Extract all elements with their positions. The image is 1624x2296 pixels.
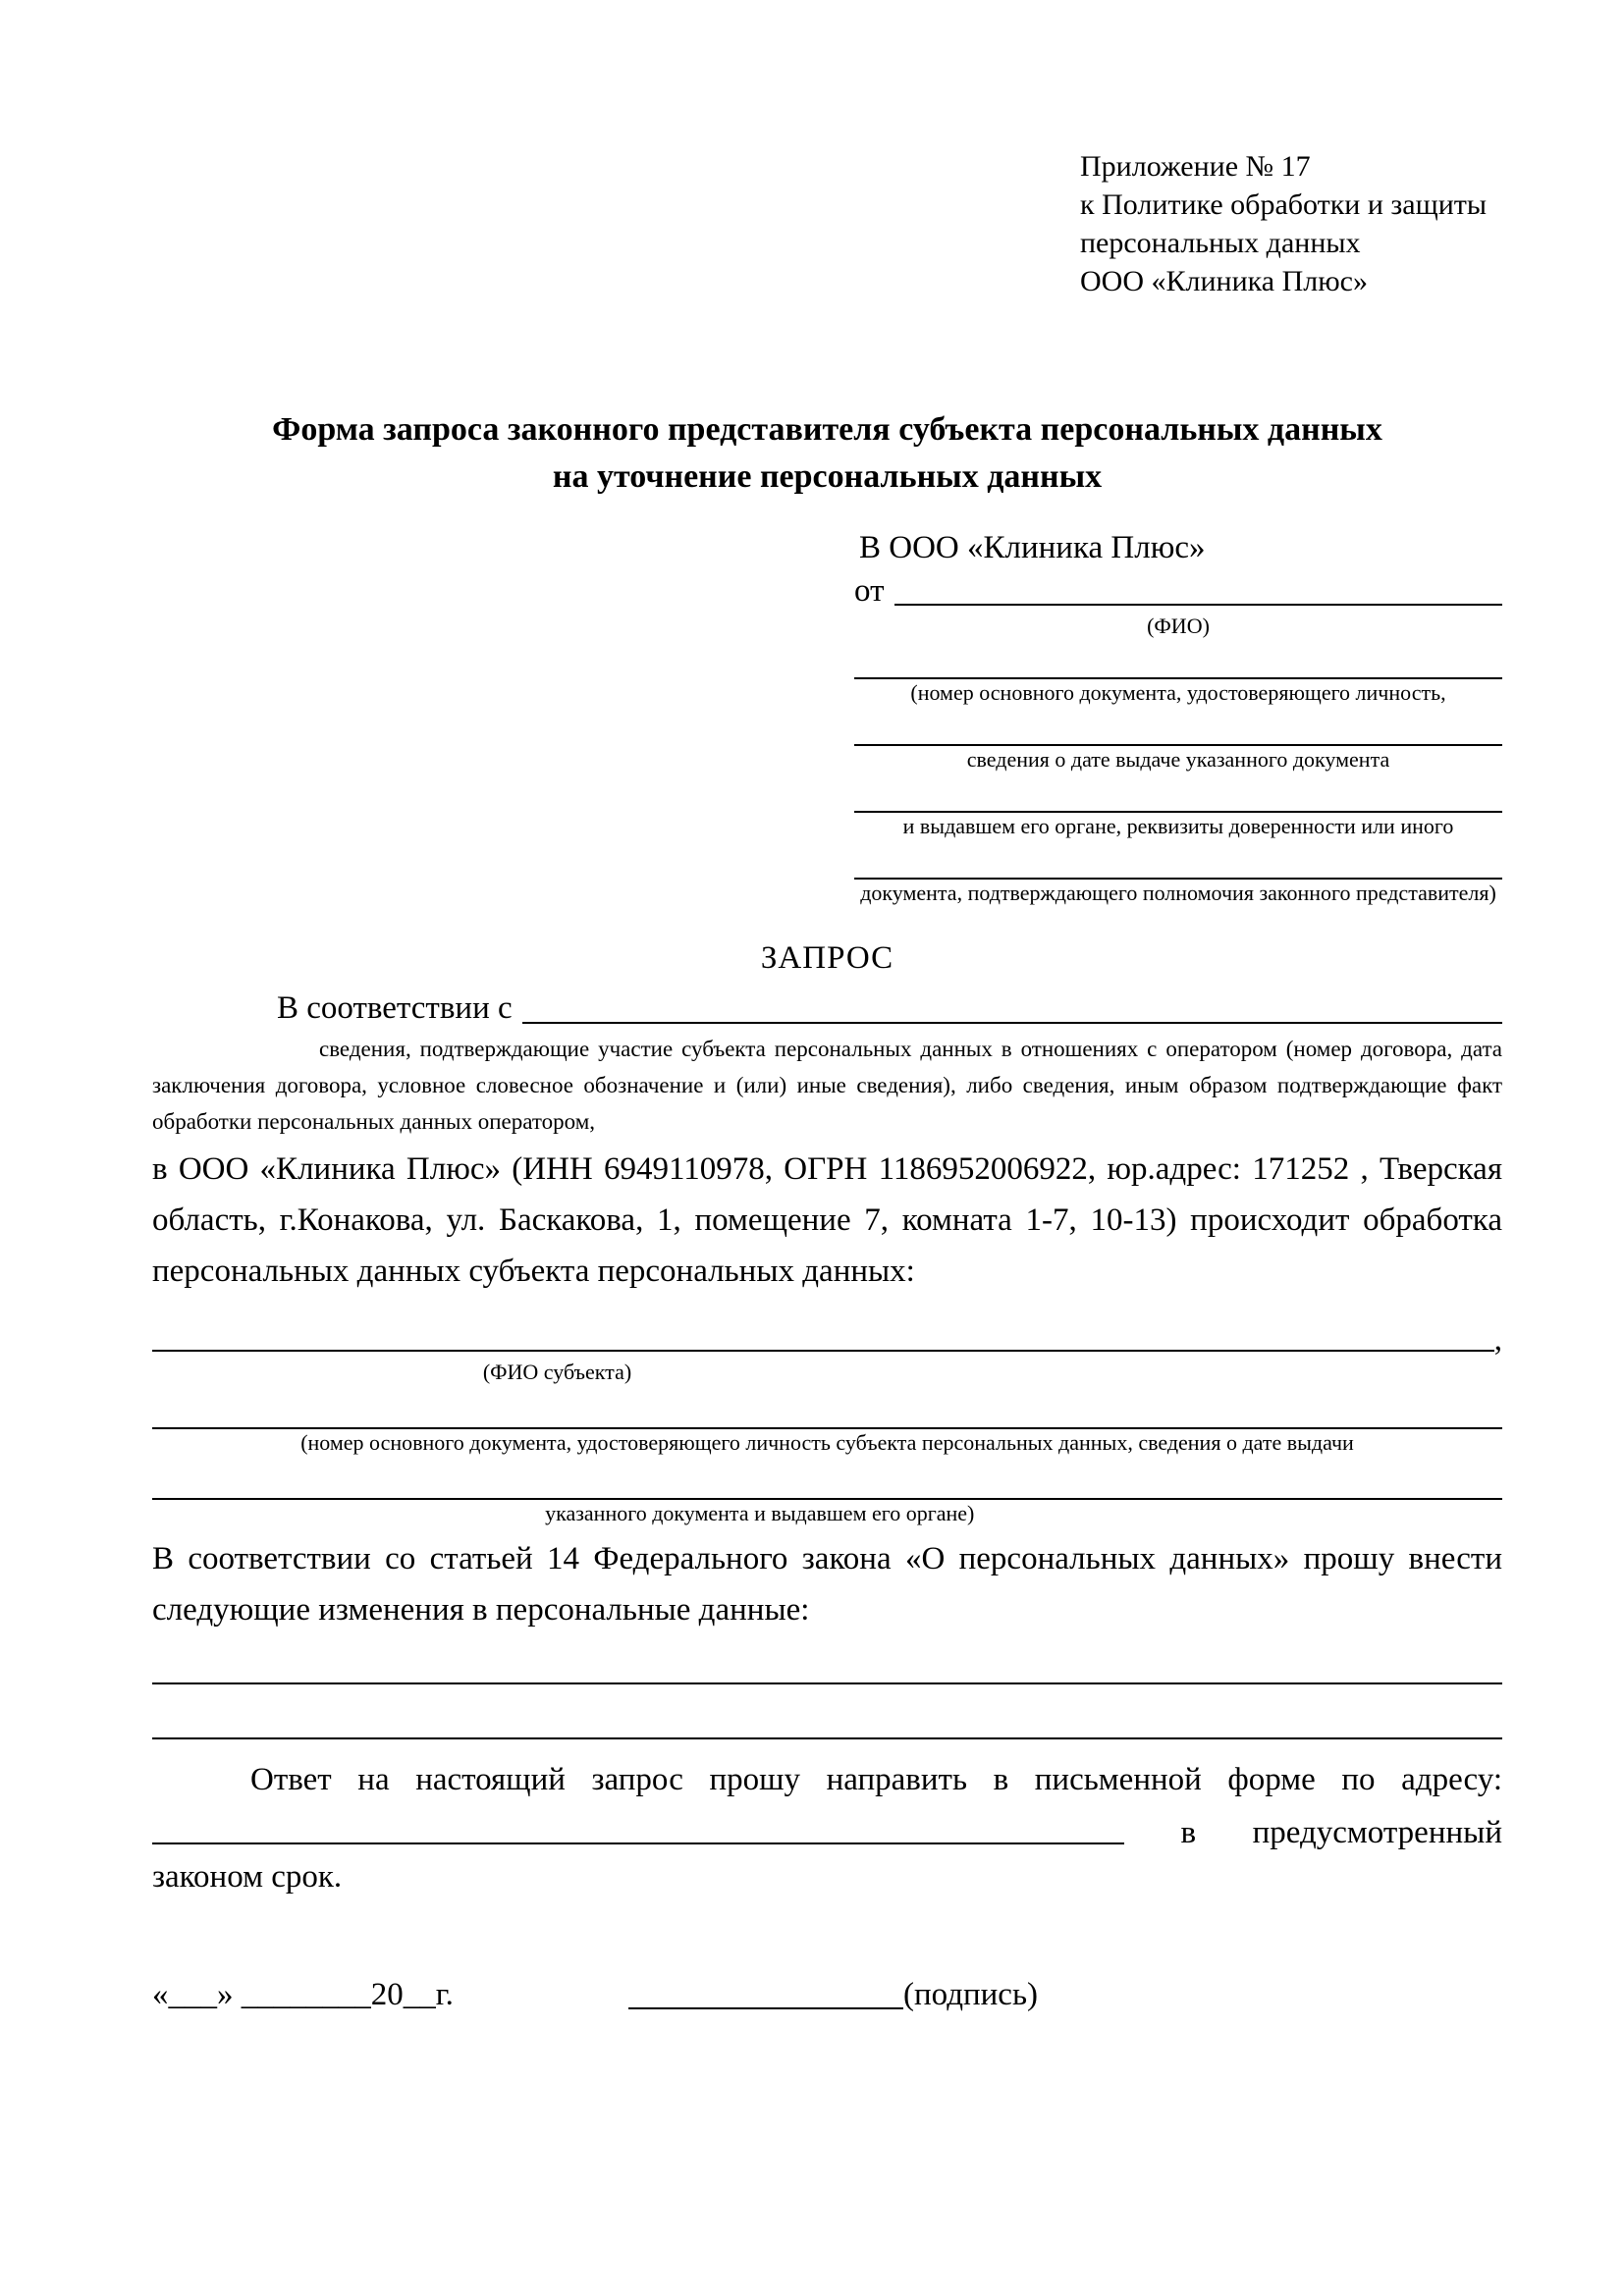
from-label: от	[854, 573, 885, 609]
reply-word-v: в	[1180, 1815, 1197, 1850]
request-heading: ЗАПРОС	[760, 940, 894, 976]
addressee-from-row	[854, 569, 1502, 613]
changes-blank-line-1	[152, 1635, 1502, 1684]
law-paragraph: В соответствии со статьей 14 Федерального закона «О персональных данных» прошу внести следующие изменения в персональные данные:	[152, 1541, 1502, 1628]
issue-date-caption: сведения о дате выдаче указанного документа	[966, 747, 1390, 772]
signature-row	[152, 1973, 1502, 2016]
from-blank-line	[894, 604, 1503, 606]
subject-fio-blank-line	[152, 1350, 1494, 1352]
issuing-authority-caption: и выдавшем его органе, реквизиты доверенности или иного	[902, 814, 1454, 838]
date-blank: «___» ________20__г.	[152, 1977, 454, 2012]
subject-document-caption2: указанного документа и выдавшем его органе)	[545, 1501, 975, 1525]
appendix-header-line: Приложение № 17	[1080, 150, 1311, 183]
form-title	[152, 406, 1502, 501]
document-number-blank-line	[854, 640, 1502, 679]
issuing-authority-blank-line	[854, 774, 1502, 813]
subject-fio-caption: (ФИО субъекта)	[482, 1360, 632, 1384]
operator-paragraph: в ООО «Клиника Плюс» (ИНН 6949110978, ОГРН 1186952006922, юр.адрес: 171252 , Тверская область, г.Конакова, ул. Баскакова, 1, помещение 7, комната 1-7, 10-13) происходит обработка персональных данных субъекта персональных данных:	[152, 1151, 1502, 1289]
addressee-block	[854, 526, 1502, 907]
appendix-header-line: к Политике обработки и защиты	[1080, 188, 1488, 221]
subject-document-caption: (номер основного документа, удостоверяющего личность субъекта персональных данных, сведения о дате выдачи	[300, 1430, 1354, 1455]
intro-blank-line	[522, 1022, 1502, 1024]
issue-date-blank-line	[854, 707, 1502, 746]
intro-label: В соответствии с	[277, 990, 513, 1026]
subject-document-blank-line2	[152, 1457, 1502, 1500]
subject-document-blank-line	[152, 1386, 1502, 1429]
form-title-line2: на уточнение персональных данных	[552, 458, 1103, 495]
subject-fio-row	[152, 1322, 1502, 1359]
signature-blank-line	[628, 2007, 903, 2009]
document-number-caption: (номер основного документа, удостоверяющего личность,	[910, 680, 1446, 705]
reply-address-row	[152, 1804, 1502, 1851]
authority-document-blank-line	[854, 840, 1502, 880]
reply-word-predusmotrenny: предусмотренный	[1252, 1815, 1502, 1850]
reply-paragraph-line1: Ответ на настоящий запрос прошу направить в письменной форме по адресу:	[250, 1762, 1502, 1797]
form-title-line1: Форма запроса законного представителя субъекта персональных данных	[272, 411, 1382, 448]
appendix-header-line: ООО «Клиника Плюс»	[1080, 265, 1368, 297]
appendix-header-line: персональных данных	[1080, 227, 1361, 259]
appendix-header	[1080, 147, 1502, 300]
signature-caption: (подпись)	[903, 1977, 1038, 2012]
fio-caption: (ФИО)	[1147, 614, 1210, 638]
changes-blank-line-2	[152, 1684, 1502, 1739]
authority-document-caption: документа, подтверждающего полномочия законного представителя)	[860, 881, 1496, 905]
addressee-to: В ООО «Клиника Плюс»	[859, 530, 1206, 565]
reply-paragraph-line3: законом срок.	[152, 1859, 343, 1895]
subject-line-comma: ,	[1493, 1322, 1502, 1358]
request-intro-row	[152, 986, 1502, 1031]
intro-footnote: сведения, подтверждающие участие субъекта персональных данных в отношениях с оператором (номер договора, дата заключения договора, условное словесное обозначение и (или) иные сведения), либо сведения, иным образом подтверждающие факт обработки персональных данных оператором,	[152, 1037, 1502, 1134]
reply-address-blank-line	[152, 1842, 1124, 1844]
